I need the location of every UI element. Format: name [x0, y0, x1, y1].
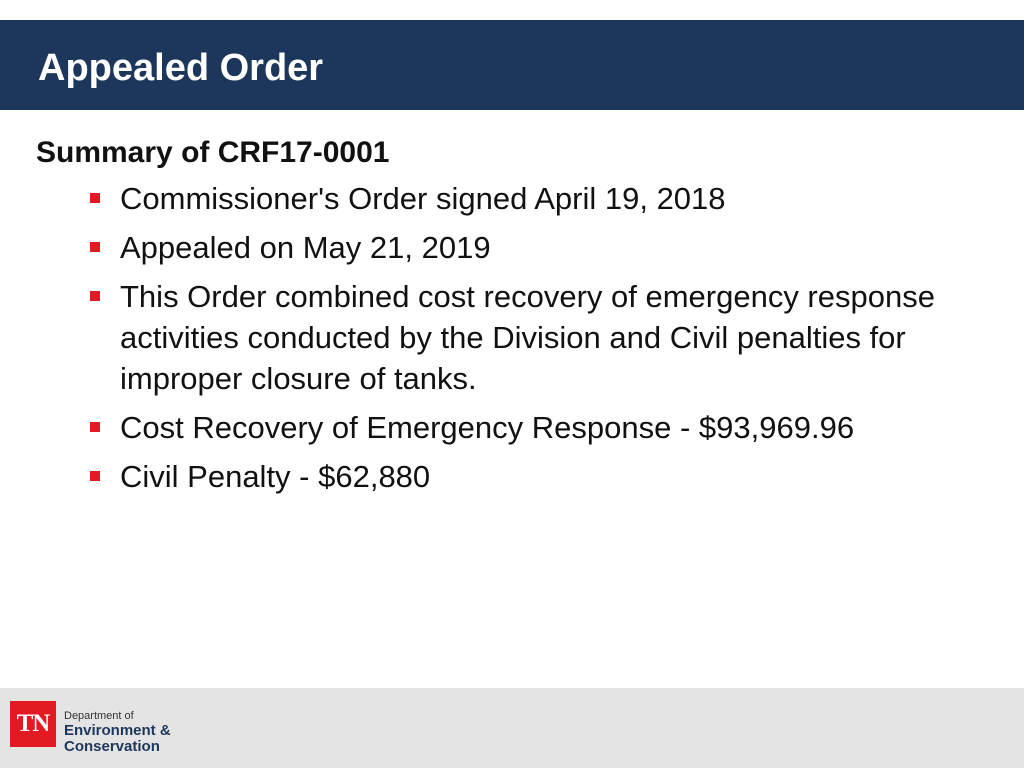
square-bullet-icon — [90, 291, 100, 301]
bullet-item — [36, 276, 996, 399]
dept-line-2: Environment & — [64, 722, 171, 739]
bullet-text: This Order combined cost recovery of emergency response activities conducted by the Division and Civil penalties for improper closure of tanks. — [120, 279, 935, 396]
bullet-text: Commissioner's Order signed April 19, 2018 — [120, 181, 726, 216]
square-bullet-icon — [90, 471, 100, 481]
bullet-text: Civil Penalty - $62,880 — [120, 459, 431, 494]
bullet-list — [36, 178, 996, 497]
footer-bar — [0, 688, 1024, 768]
summary-heading: Summary of CRF17-0001 — [36, 136, 390, 169]
dept-line-1: Department of — [64, 710, 134, 722]
dept-line-3: Conservation — [64, 738, 160, 755]
bullet-text: Appealed on May 21, 2019 — [120, 230, 491, 265]
square-bullet-icon — [90, 422, 100, 432]
tn-logo-icon: TN — [10, 701, 56, 747]
bullet-item — [36, 456, 996, 497]
square-bullet-icon — [90, 193, 100, 203]
square-bullet-icon — [90, 242, 100, 252]
slide-title: Appealed Order — [38, 47, 324, 89]
department-name — [64, 710, 171, 755]
bullet-item — [36, 407, 996, 448]
bullet-item — [36, 227, 996, 268]
slide-content — [36, 132, 996, 505]
bullet-item — [36, 178, 996, 219]
bullet-text: Cost Recovery of Emergency Response - $93,969.96 — [120, 410, 855, 445]
